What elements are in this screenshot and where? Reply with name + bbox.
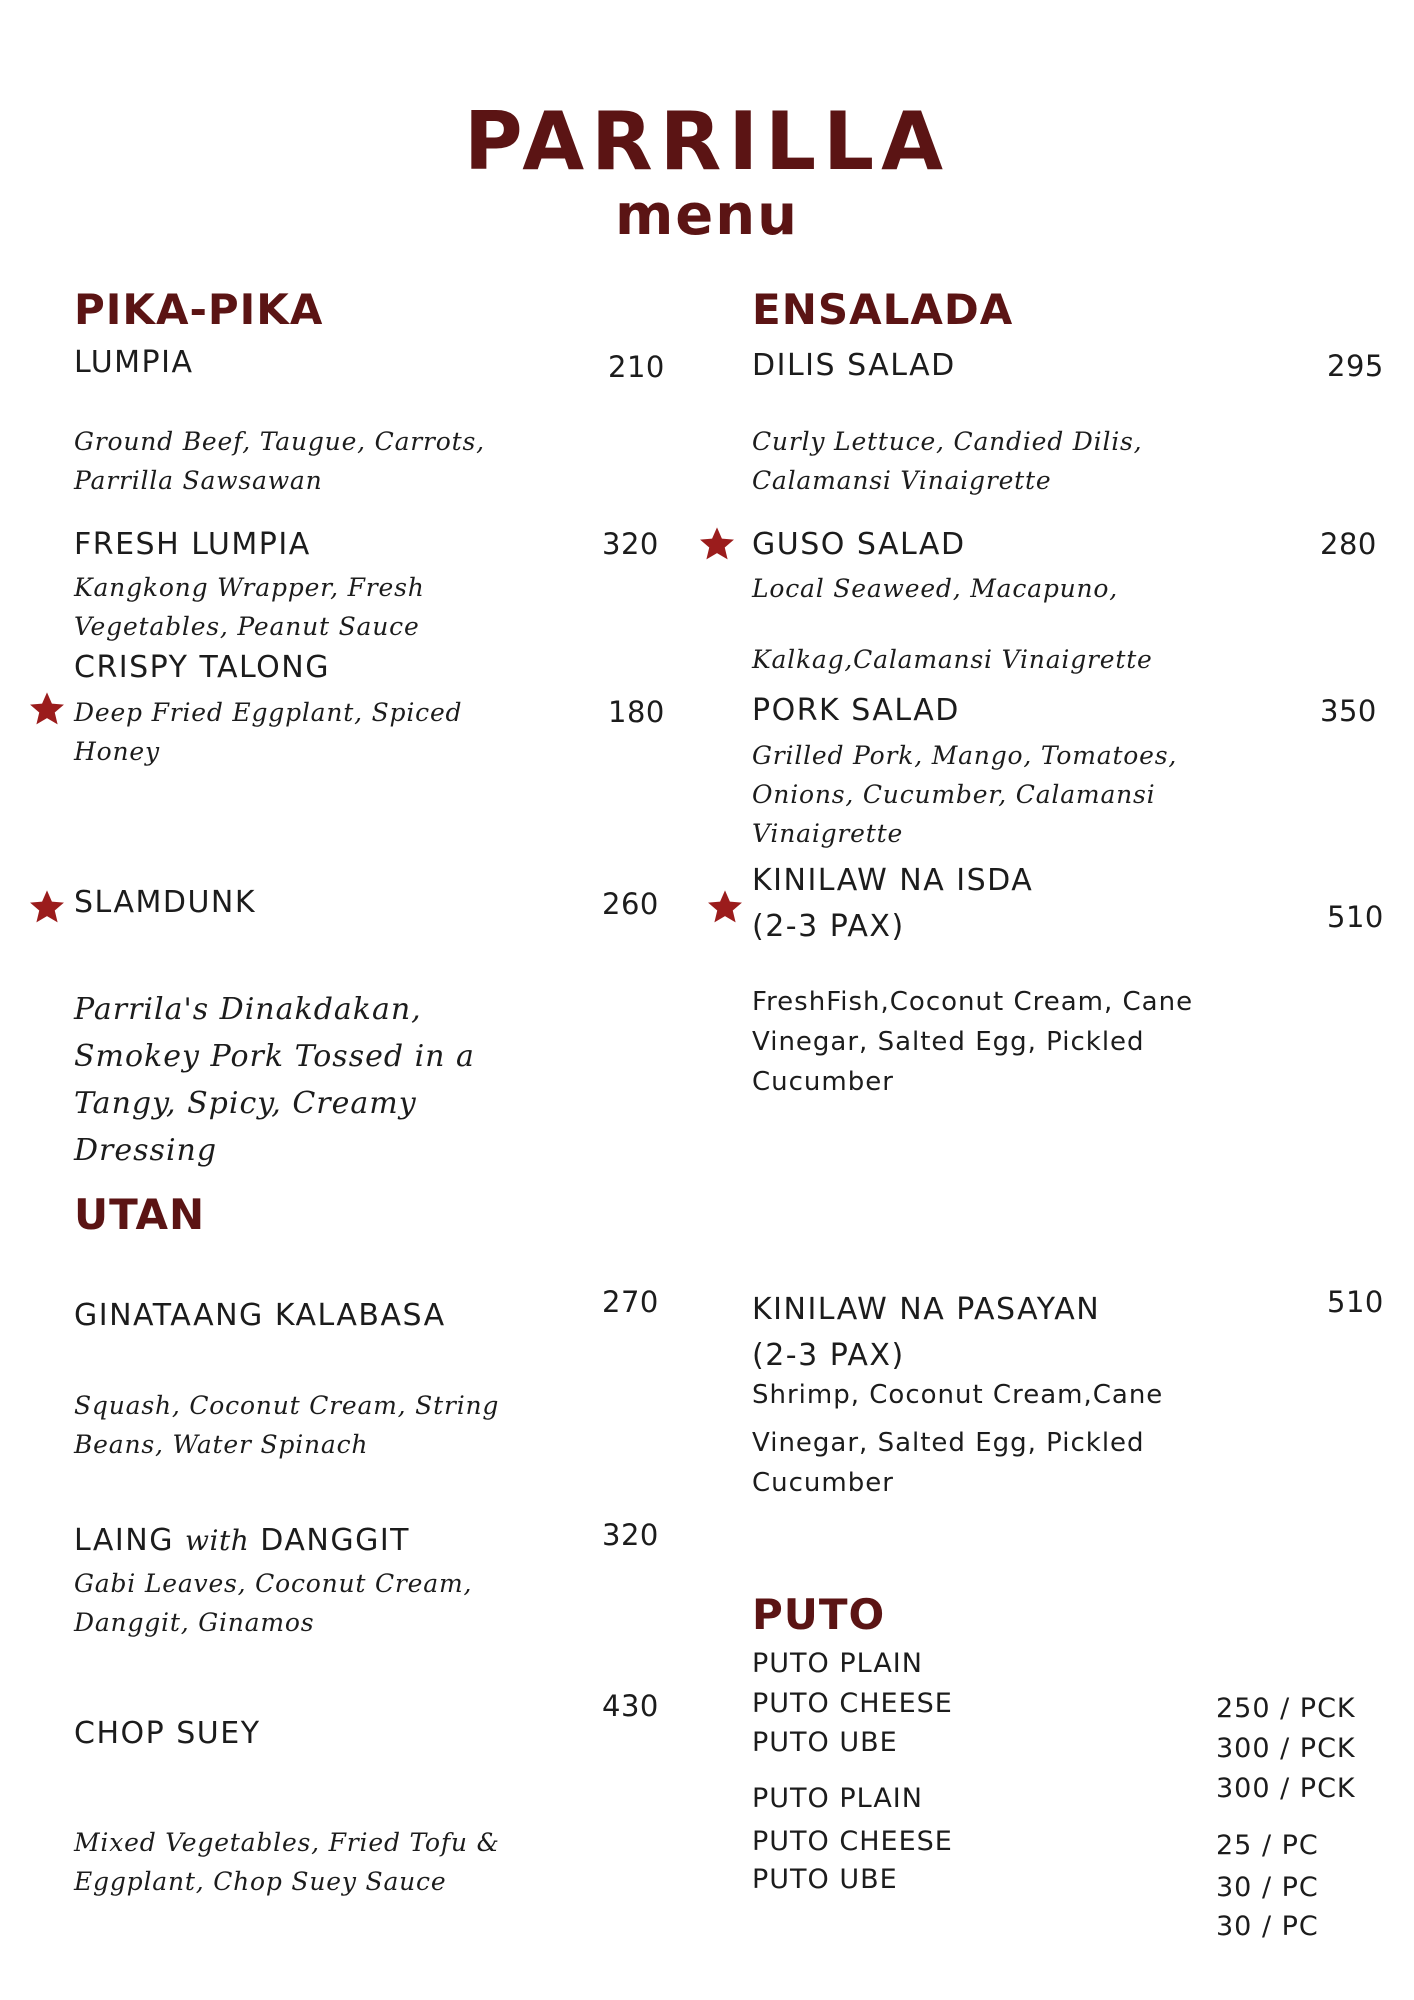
item-price-kinilaw-na-isda: 510	[1327, 900, 1384, 934]
star-icon	[698, 525, 736, 563]
section-title-puto: PUTO	[752, 1590, 886, 1639]
puto-item: PUTO PLAIN	[752, 1783, 923, 1814]
item-desc-crispy-talong: Deep Fried Eggplant, Spiced Honey	[74, 698, 463, 766]
item-price-chop-suey: 430	[602, 1689, 659, 1723]
item-desc-slamdunk: Parrila's Dinakdakan, Smokey Pork Tossed in a Tangy, Spicy, Creamy Dressing	[74, 992, 475, 1168]
item-desc-kinilaw-na-pasayan-2: Vinegar, Salted Egg, Pickled Cucumber	[752, 1428, 1145, 1498]
item-name-fresh-lumpia: FRESH LUMPIA	[74, 527, 311, 562]
item-name-kinilaw-na-pasayan: KINILAW NA PASAYAN (2-3 PAX)	[752, 1292, 1101, 1373]
item-name-crispy-talong: CRISPY TALONG	[74, 650, 330, 685]
puto-item: PUTO UBE	[752, 1864, 898, 1895]
puto-item: PUTO CHEESE	[752, 1688, 953, 1719]
item-price-kinilaw-na-pasayan: 510	[1327, 1285, 1384, 1319]
puto-price: 250 / PCK	[1216, 1693, 1356, 1724]
item-price-pork-salad: 350	[1320, 694, 1377, 728]
item-price-fresh-lumpia: 320	[602, 527, 659, 561]
item-name-lumpia: LUMPIA	[74, 345, 194, 380]
item-name-slamdunk: SLAMDUNK	[74, 885, 257, 920]
item-price-dilis-salad: 295	[1327, 349, 1384, 383]
item-desc-chop-suey: Mixed Vegetables, Fried Tofu & Eggplant, Chop Suey Sauce	[74, 1828, 500, 1896]
item-name-ginataang-kalabasa: GINATAANG KALABASA	[74, 1298, 446, 1333]
item-desc-pork-salad: Grilled Pork, Mango, Tomatoes, Onions, Cucumber, Calamansi Vinaigrette	[752, 741, 1178, 848]
item-desc-kinilaw-na-pasayan-1: Shrimp, Coconut Cream,Cane	[752, 1380, 1164, 1410]
puto-price: 300 / PCK	[1216, 1773, 1356, 1804]
item-name-laing-with-danggit: LAING with DANGGIT	[74, 1523, 410, 1558]
puto-item: PUTO UBE	[752, 1727, 898, 1758]
item-name-pork-salad: PORK SALAD	[752, 693, 960, 728]
star-icon	[706, 888, 744, 926]
item-price-laing-with-danggit: 320	[602, 1518, 659, 1552]
item-price-ginataang-kalabasa: 270	[602, 1285, 659, 1319]
section-title-utan: UTAN	[74, 1190, 206, 1239]
item-desc-kinilaw-na-isda: FreshFish,Coconut Cream, Cane Vinegar, Salted Egg, Pickled Cucumber	[752, 987, 1194, 1097]
menu-title: PARRILLA	[463, 95, 951, 188]
item-desc-guso-salad-2: Kalkag,Calamansi Vinaigrette	[752, 645, 1153, 674]
puto-price: 300 / PCK	[1216, 1733, 1356, 1764]
item-name-kinilaw-na-isda: KINILAW NA ISDA (2-3 PAX)	[752, 863, 1034, 944]
section-title-ensalada: ENSALADA	[752, 285, 1014, 334]
item-price-lumpia: 210	[608, 350, 665, 384]
item-desc-dilis-salad: Curly Lettuce, Candied Dilis, Calamansi Vinaigrette	[752, 427, 1143, 495]
star-icon	[28, 888, 66, 926]
item-desc-guso-salad-1: Local Seaweed, Macapuno,	[752, 574, 1119, 603]
item-desc-lumpia: Ground Beef, Taugue, Carrots, Parrilla Sawsawan	[74, 427, 485, 495]
item-desc-laing-with-danggit: Gabi Leaves, Coconut Cream, Danggit, Ginamos	[74, 1569, 473, 1637]
puto-item: PUTO CHEESE	[752, 1826, 953, 1857]
menu-subtitle: menu	[614, 183, 800, 248]
section-title-pika-pika: PIKA-PIKA	[74, 285, 324, 334]
item-price-crispy-talong: 180	[608, 695, 665, 729]
item-name-dilis-salad: DILIS SALAD	[752, 348, 956, 383]
puto-price: 30 / PC	[1216, 1911, 1319, 1942]
item-desc-ginataang-kalabasa: Squash, Coconut Cream, String Beans, Water Spinach	[74, 1391, 500, 1459]
item-price-slamdunk: 260	[602, 887, 659, 921]
puto-item: PUTO PLAIN	[752, 1648, 923, 1679]
item-desc-fresh-lumpia: Kangkong Wrapper, Fresh Vegetables, Peanut Sauce	[74, 573, 425, 641]
puto-price: 30 / PC	[1216, 1872, 1319, 1903]
puto-price: 25 / PC	[1216, 1830, 1319, 1861]
item-name-chop-suey: CHOP SUEY	[74, 1716, 261, 1751]
item-name-guso-salad: GUSO SALAD	[752, 527, 966, 562]
item-price-guso-salad: 280	[1320, 527, 1377, 561]
star-icon	[28, 690, 66, 728]
